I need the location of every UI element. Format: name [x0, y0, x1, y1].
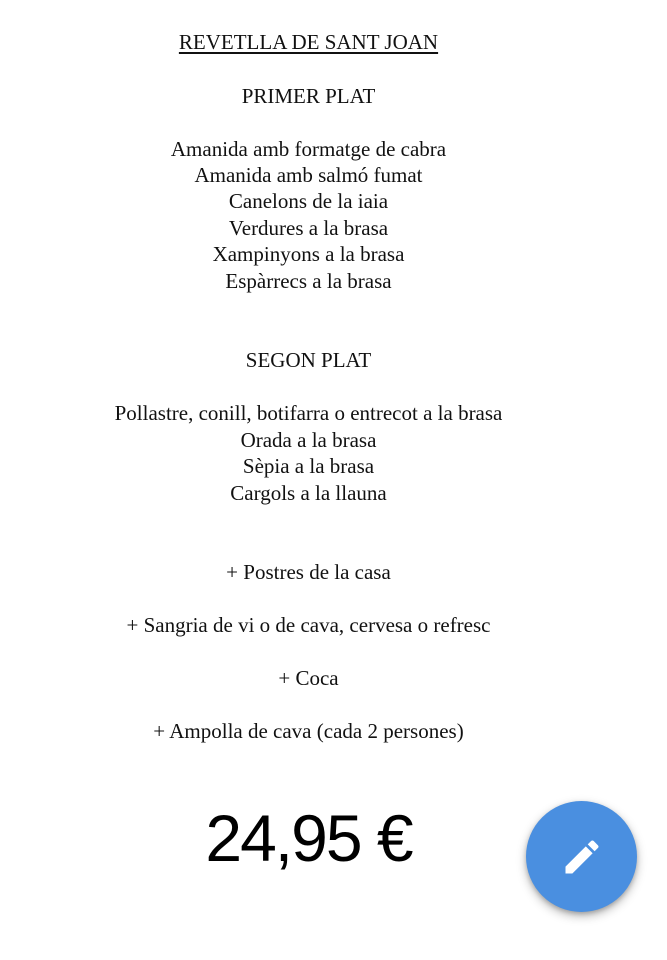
first-course-item: Amanida amb formatge de cabra: [170, 137, 447, 161]
first-course-item: Amanida amb salmó fumat: [194, 163, 423, 187]
second-course-item: Orada a la brasa: [240, 428, 377, 452]
extra-item: + Sangria de vi o de cava, cervesa o refresc: [126, 613, 491, 637]
extra-item: + Postres de la casa: [226, 560, 391, 584]
second-course-heading: SEGON PLAT: [245, 348, 372, 372]
first-course-item: Verdures a la brasa: [228, 216, 389, 240]
edit-button[interactable]: [526, 801, 637, 912]
extra-item: + Ampolla de cava (cada 2 persones): [153, 719, 464, 743]
extra-item: + Coca: [278, 666, 339, 690]
menu-price: 24,95 €: [205, 801, 412, 875]
second-course-item: Sèpia a la brasa: [242, 454, 375, 478]
second-course-item: Pollastre, conill, botifarra o entrecot a la brasa: [114, 401, 503, 425]
first-course-item: Xampinyons a la brasa: [212, 242, 405, 266]
menu-title: REVETLLA DE SANT JOAN: [178, 30, 439, 54]
first-course-item: Espàrrecs a la brasa: [225, 269, 392, 293]
second-course-item: Cargols a la llauna: [230, 481, 387, 505]
pencil-icon: [560, 835, 604, 879]
first-course-item: Canelons de la iaia: [228, 189, 389, 213]
first-course-heading: PRIMER PLAT: [241, 84, 376, 108]
